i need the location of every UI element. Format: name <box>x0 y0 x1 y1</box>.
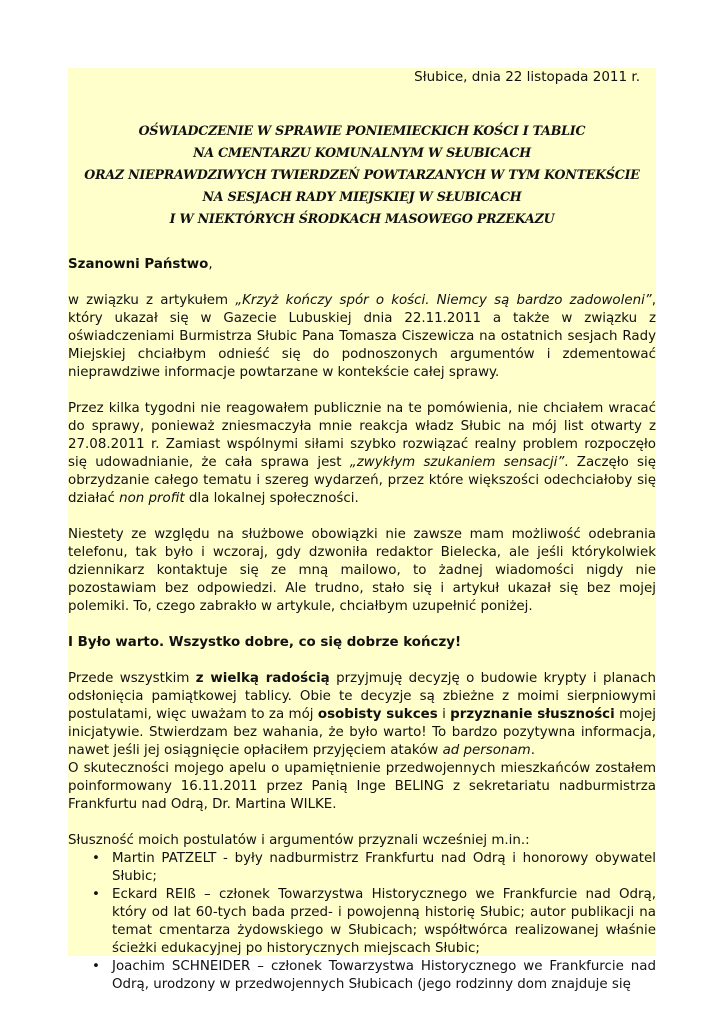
text-span: i <box>437 707 451 722</box>
emphasis-bold: z wielką radością <box>195 671 330 686</box>
emphasis-bold: przyznanie słuszności <box>450 707 615 722</box>
headline-line: OŚWIADCZENIE W SPRAWIE PONIEMIECKICH KOŚCI I TABLIC <box>138 123 586 138</box>
text-span: . <box>530 743 535 758</box>
text-span: przyjmuję decyzję o budowie krypty i planach odsłonięcia pamiątkowej tablicy. Obie te decyzje są zbieżne z moimi sierpniowymi postulatami, więc uważam to za mój <box>68 671 656 722</box>
list-item: • Joachim SCHNEIDER – członek Towarzystwa Historycznego we Frankfurcie nad Odrą, urodzony w przedwojennych Słubicach (jego rodzinny dom znajduje się <box>92 958 656 994</box>
text-span: , który ukazał się w Gazecie Lubuskiej dnia 22.11.2011 a także w związku z oświadczeniami Burmistrza Słubic Pana Tomasza Ciszewicza na ostatnich sesjach Rady Miejskiej chciałbym odnieść się do podnoszonych argumentów i zdementować nieprawdziwe informacje powtarzane w kontekście całej sprawy. <box>68 293 656 380</box>
emphasis-bold: osobisty sukces <box>317 707 438 722</box>
term-italic: ad personam <box>442 743 531 758</box>
quote-italic: „zwykłym szukaniem sensacji” <box>349 455 565 470</box>
list-item: • Eckard REIß – członek Towarzystwa Historycznego we Frankfurcie nad Odrą, który od lat 60-tych bada przed- i powojenną historię Słubic; autor publikacji na temat cmentarza żydowskiego w Słubicach; współtwórca realizowanej właśnie ścieżki edukacyjnej po historycznych miejscach Słubic; <box>92 886 656 958</box>
document-date: Słubice, dnia 22 listopada 2011 r. <box>414 69 640 85</box>
text-span: w związku z artykułem <box>68 293 236 308</box>
greeting <box>68 256 656 274</box>
section-heading: I Było warto. Wszystko dobre, co się dobrze kończy! <box>68 635 462 650</box>
text-span: Przez kilka tygodni nie reagowałem publicznie na te pomówienia, nie chciałem wracać do sprawy, ponieważ zniesmaczyła mnie reakcja władz Słubic na mój list otwarty z 27.08.2011 r. Zamiast wspólnymi siłami szybko rozwiązać realny problem rozpoczęło się udowadnianie, że cała sprawa jest <box>68 401 656 470</box>
headline-line: NA CMENTARZU KOMUNALNYM W SŁUBICACH <box>193 145 531 160</box>
list-item: • Martin PATZELT - były nadburmistrz Frankfurtu nad Odrą i honorowy obywatel Słubic; <box>92 850 656 886</box>
document-page <box>68 68 656 992</box>
headline-line: ORAZ NIEPRAWDZIWYCH TWIERDZEŃ POWTARZANYCH W TYM KONTEKŚCIE <box>84 167 640 182</box>
paragraph-reaction <box>68 400 656 508</box>
document-body <box>68 256 656 994</box>
greeting-name: Szanowni Państwo <box>68 257 209 272</box>
term-italic: non profit <box>119 491 185 506</box>
text-span: dla lokalnej społeczności. <box>184 491 359 506</box>
text-span: . Zaczęło się obrzydzanie całego tematu i szereg wydarzeń, przez które większości odechciałoby się działać <box>68 455 656 506</box>
text-span: Przede wszystkim <box>68 671 196 686</box>
article-title: „Krzyż kończy spór o kości. Niemcy są bardzo zadowoleni” <box>235 293 652 308</box>
document-headline <box>68 120 656 230</box>
paragraph-intro <box>68 292 656 382</box>
paragraph-supporters-intro: Słuszność moich postulatów i argumentów przyznali wcześniej m.in.: <box>68 833 530 848</box>
greeting-comma: , <box>208 257 213 272</box>
paragraph-contact: Niestety ze względu na służbowe obowiązki nie zawsze mam możliwość odebrania telefonu, tak było i wczoraj, gdy dzwoniła redaktor Bielecka, ale jeśli którykolwiek dziennikarz kontaktuje się ze mną mailowo, to żadnej wiadomości nigdy nie pozostawiam bez odpowiedzi. Ale trudno, stało się i artykuł ukazał się bez mojej polemiki. To, czego zabrakło w artykule, chciałbym uzupełnić poniżej. <box>68 527 656 614</box>
headline-line: NA SESJACH RADY MIEJSKIEJ W SŁUBICACH <box>202 189 522 204</box>
supporters-list <box>68 850 656 994</box>
text-span: mojej inicjatywie. Stwierdzam bez wahania, że było warto! To bardzo pozytywna informacja, nawet jeśli jej osiągnięcie opłaciłem przyjęciem ataków <box>68 707 656 758</box>
paragraph-decision <box>68 670 656 760</box>
paragraph-effectiveness: O skuteczności mojego apelu o upamiętnienie przedwojennych mieszkańców zostałem poinformowany 16.11.2011 przez Panią Inge BELING z sekretariatu nadburmistrza Frankfurtu nad Odrą, Dr. Martina WILKE. <box>68 761 656 812</box>
headline-line: I W NIEKTÓRYCH ŚRODKACH MASOWEGO PRZEKAZU <box>169 211 555 226</box>
